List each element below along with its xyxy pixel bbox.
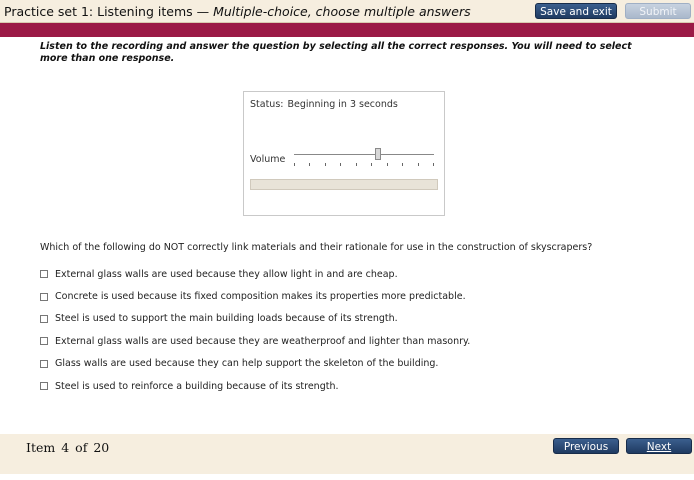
option-2[interactable]	[40, 285, 470, 307]
volume-tick	[371, 163, 372, 166]
option-label: Steel is used to reinforce a building because of its strength.	[55, 380, 339, 392]
volume-tick	[340, 163, 341, 166]
option-label: Concrete is used because its fixed composition makes its properties more predictable.	[55, 291, 466, 303]
option-label: External glass walls are used because they allow light in and are cheap.	[55, 268, 398, 280]
question-text: Which of the following do NOT correctly link materials and their rationale for use in the construction of skyscrapers?	[40, 242, 593, 253]
audio-player	[243, 91, 445, 216]
previous-button[interactable]: Previous	[553, 438, 619, 454]
player-status	[250, 99, 398, 110]
checkbox[interactable]	[40, 382, 48, 390]
footer-bar	[0, 434, 694, 474]
volume-slider-track[interactable]	[294, 154, 434, 155]
item-total: 20	[93, 440, 110, 455]
volume-tick	[325, 163, 326, 166]
option-1[interactable]	[40, 263, 470, 285]
option-label: Glass walls are used because they can help support the skeleton of the building.	[55, 358, 439, 370]
header-bar	[0, 0, 694, 23]
status-label: Status:	[250, 99, 284, 110]
checkbox[interactable]	[40, 337, 48, 345]
checkbox[interactable]	[40, 270, 48, 278]
answer-options	[40, 263, 470, 397]
volume-tick	[418, 163, 419, 166]
volume-tick	[433, 163, 434, 166]
item-word: Item	[26, 440, 56, 455]
option-3[interactable]	[40, 308, 470, 330]
option-4[interactable]	[40, 330, 470, 352]
volume-slider-thumb[interactable]	[375, 148, 381, 160]
checkbox[interactable]	[40, 293, 48, 301]
accent-band	[0, 23, 694, 37]
item-counter	[26, 440, 115, 455]
option-label: Steel is used to support the main building loads because of its strength.	[55, 313, 398, 325]
volume-tick	[402, 163, 403, 166]
volume-tick	[294, 163, 295, 166]
option-6[interactable]	[40, 375, 470, 397]
save-and-exit-button[interactable]: Save and exit	[535, 3, 617, 19]
volume-label: Volume	[250, 154, 286, 165]
of-word: of	[75, 440, 88, 455]
volume-tick	[387, 163, 388, 166]
volume-tick	[356, 163, 357, 166]
volume-ticks	[294, 163, 434, 167]
instructions-text: Listen to the recording and answer the question by selecting all the correct responses. You will need to select more than one response.	[40, 41, 632, 64]
checkbox[interactable]	[40, 360, 48, 368]
status-value: Beginning in 3 seconds	[287, 99, 398, 110]
next-button[interactable]	[626, 438, 692, 454]
submit-button[interactable]: Submit	[625, 3, 691, 19]
option-label: External glass walls are used because they are weatherproof and lighter than masonry.	[55, 335, 471, 347]
next-label: Next	[646, 441, 672, 453]
checkbox[interactable]	[40, 315, 48, 323]
playback-progress-bar	[250, 179, 438, 190]
title-question-type: Multiple-choice, choose multiple answers	[213, 4, 471, 19]
volume-tick	[309, 163, 310, 166]
option-5[interactable]	[40, 353, 470, 375]
item-current: 4	[61, 440, 70, 455]
title-prefix: Practice set 1: Listening items —	[4, 4, 214, 19]
page-title	[4, 4, 471, 19]
